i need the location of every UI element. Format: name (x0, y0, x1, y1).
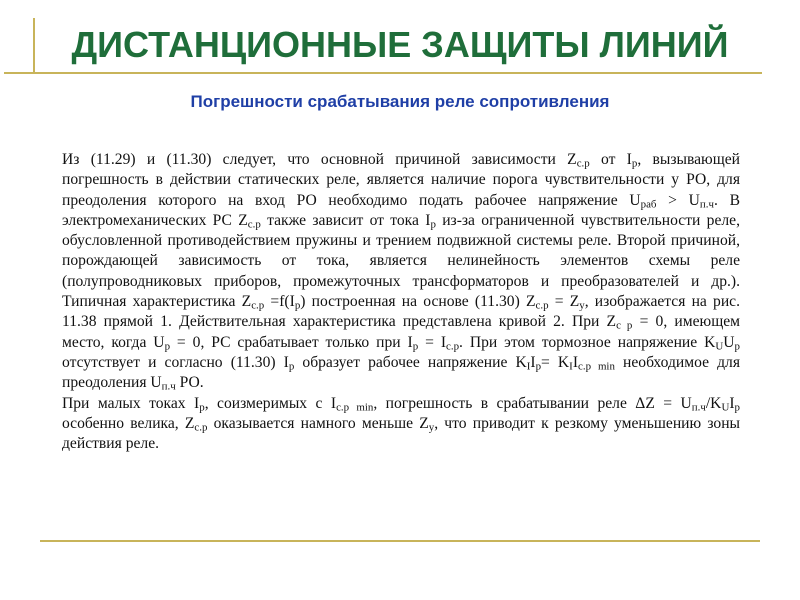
text-run: из-за ограниченной чувствительности реле, обусловленной противодействием пружины и трением подвижной системы реле. Второй причиной, порождающей зависимость от тока, является нелинейность элементов схемы реле (полупроводниковых приборов, промежуточных трансформаторов и преобразователей и др.). Типичная характеристика Z (62, 211, 740, 311)
text-run: РО. (175, 374, 204, 392)
text-run: I (729, 394, 735, 412)
subscript: с.р min (336, 401, 374, 414)
subscript: U (721, 401, 730, 414)
subscript: п.ч (691, 401, 706, 414)
subscript: с.р (251, 299, 265, 312)
text-run: = Z (548, 293, 580, 311)
text-run: особенно велика, Z (62, 414, 195, 432)
text-run: > U (656, 191, 700, 209)
subscript: I (526, 360, 531, 373)
subscript: р (294, 299, 301, 312)
text-run: = 0, РС срабатывает только при I (170, 333, 413, 351)
subscript: р (535, 360, 542, 373)
subscript: раб (640, 198, 657, 211)
text-run: = K (541, 353, 570, 371)
subscript: с р (616, 320, 633, 333)
subscript: п.ч (699, 198, 714, 211)
subscript: р (734, 340, 740, 353)
text-run: отсутствует и согласно (11.30) I (62, 353, 289, 371)
subscript: р (199, 401, 205, 414)
text-run: /K (705, 394, 722, 412)
text-run: I (572, 353, 579, 371)
slide-title: ДИСТАНЦИОННЫЕ ЗАЩИТЫ ЛИНИЙ (71, 24, 729, 65)
text-run: от I (589, 151, 632, 168)
decorative-top-divider (4, 72, 762, 74)
text-run: образует рабочее напряжение K (294, 353, 527, 371)
text-run: Из (11.29) и (11.30) следует, что основной причиной зависимости Z (62, 151, 577, 168)
subscript: с.р (576, 157, 590, 170)
decorative-bottom-divider (40, 540, 760, 542)
subscript: р (164, 340, 171, 353)
slide-subtitle: Погрешности срабатывания реле сопротивления (190, 92, 610, 111)
text-run: оказывается намного меньше Z (207, 414, 429, 432)
text-run: U (723, 333, 735, 351)
subscript: I (569, 360, 573, 373)
subscript: y (579, 299, 585, 312)
paragraph-2 (62, 394, 740, 455)
text-run: , соизмеримых с I (204, 394, 337, 412)
text-run: , вызывающей погрешность в действии статических реле, является наличие порога чувствительности у РО, для преодоления которого на вход РО необходимо подать рабочее напряжение U (62, 151, 740, 209)
subscript: с.р (194, 421, 208, 434)
subscript: U (715, 340, 724, 353)
text-run: также зависит от тока I (260, 211, 431, 229)
subscript: с.р (446, 340, 460, 353)
text-run: =f(I (264, 293, 295, 311)
text-run: , что приводит к резкому уменьшению зоны действия реле. (62, 414, 741, 453)
subscript: р (412, 340, 419, 353)
text-run: , изображается на рис. 11.38 прямой 1. Действительная характеристика представлена кривой 2. При Z (62, 293, 741, 331)
subscript: с.р (247, 218, 261, 231)
text-run: необходимое для преодоления U (62, 353, 740, 392)
subscript: р (734, 401, 740, 414)
text-run: ) построенная на основе (11.30) Z (300, 293, 536, 311)
body-text (62, 150, 740, 454)
subscript: р (288, 360, 295, 373)
text-run: I (530, 353, 536, 371)
subscript: с.р min (578, 360, 615, 373)
subscript: с.р (535, 299, 549, 312)
decorative-vertical-line (33, 18, 35, 72)
text-run: . При этом тормозное напряжение K (459, 333, 716, 351)
subscript: р (430, 218, 436, 231)
subscript: y (428, 421, 435, 434)
text-run: , погрешность в срабатывании реле ΔZ = U (373, 394, 692, 412)
text-run: . В электромеханических РС Z (62, 191, 740, 229)
text-run: При малых токах I (62, 394, 200, 412)
subscript: р (631, 157, 638, 170)
text-run: = 0, имеющем место, когда U (62, 313, 740, 351)
subscript: п.ч (161, 380, 176, 393)
text-run: = I (418, 333, 447, 351)
paragraph-1 (62, 150, 740, 394)
